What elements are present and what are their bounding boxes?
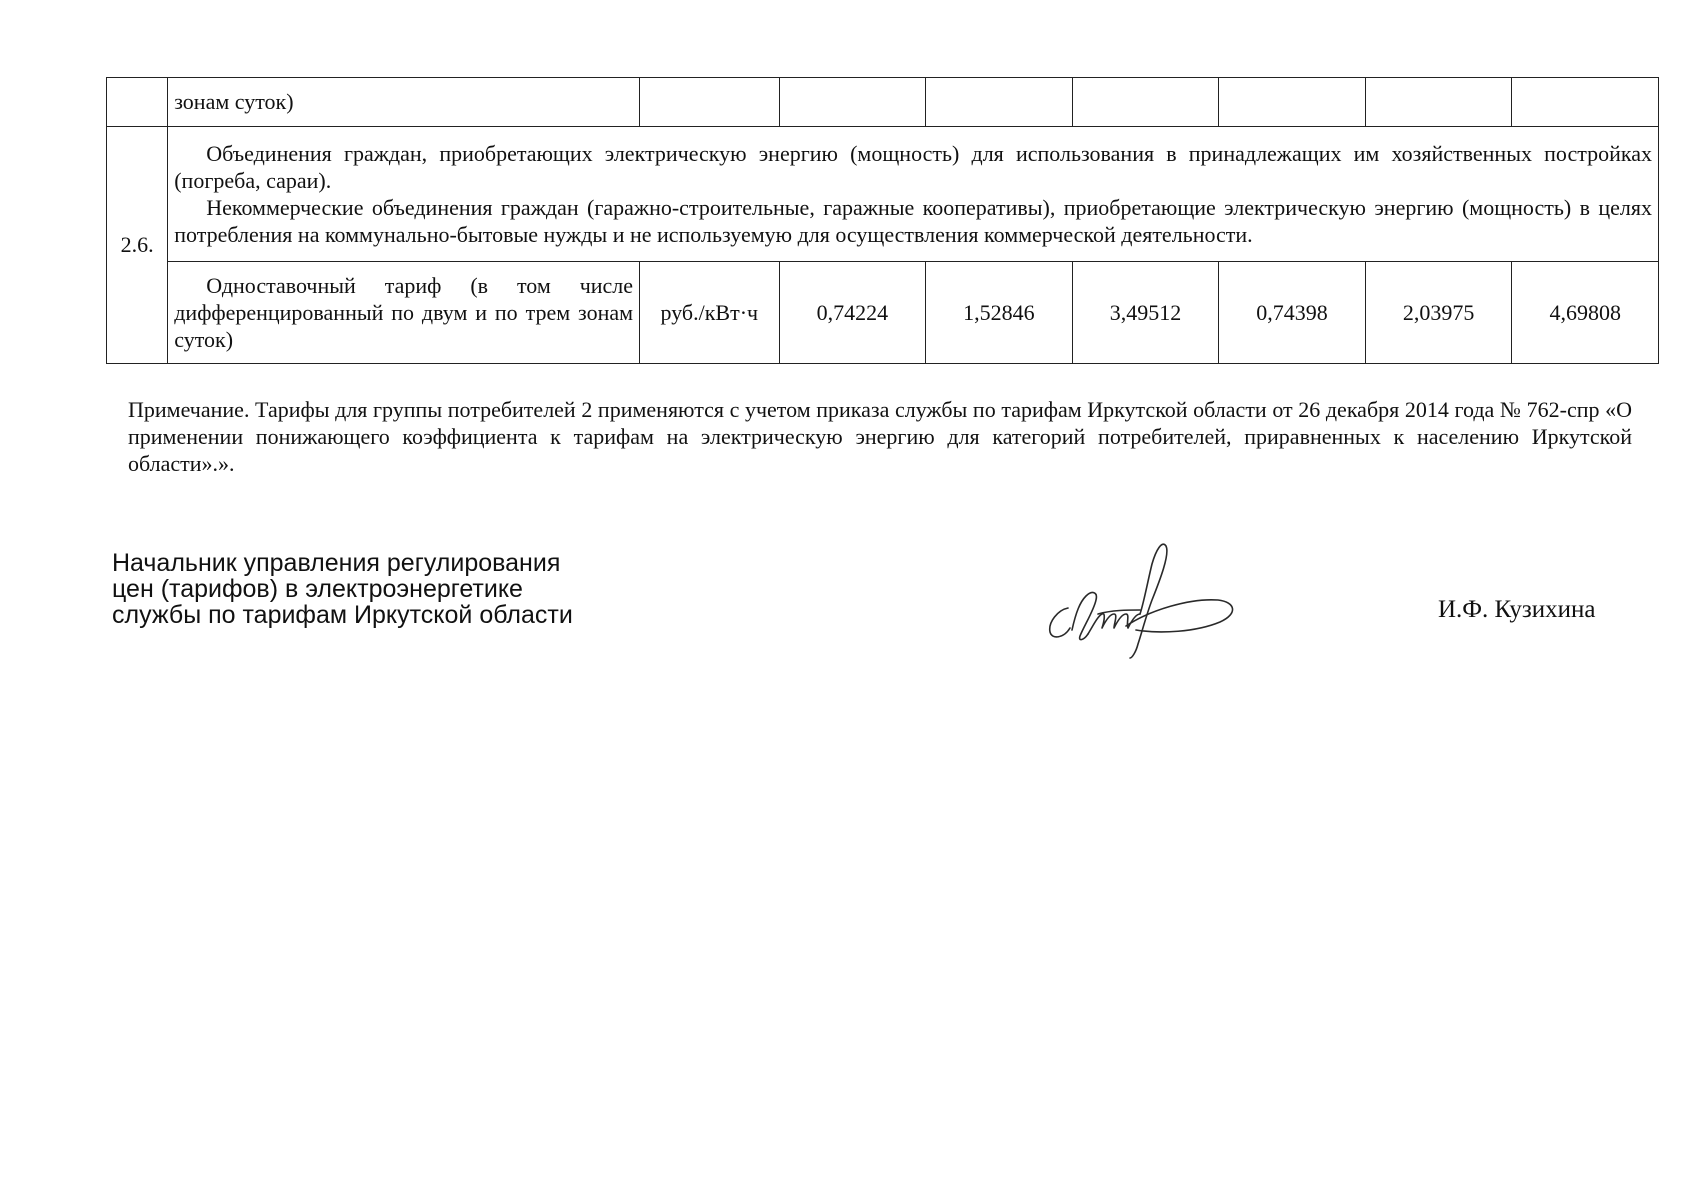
handwritten-signature xyxy=(1040,540,1240,665)
value-cell xyxy=(779,78,926,127)
note-paragraph: Примечание. Тарифы для группы потребителей 2 применяются с учетом приказа службы по тарифам Иркутской области от 26 декабря 2014 года № 762-спр «О применении понижающего коэффициента к тарифам на электрическую энергию для категорий потребителей, приравненных к населению Иркутской области».». xyxy=(128,397,1632,476)
name-cell: зонам суток) xyxy=(168,78,640,127)
value-cell xyxy=(926,78,1073,127)
tariff-value: 0,74398 xyxy=(1219,262,1366,364)
position-line: цен (тарифов) в электроэнергетике xyxy=(112,575,523,603)
group-description xyxy=(168,127,1659,262)
description-paragraph: Объединения граждан, приобретающих электрическую энергию (мощность) для использования в принадлежащих им хозяйственных постройках (погреба, сараи). xyxy=(174,141,1652,193)
tariff-value: 2,03975 xyxy=(1365,262,1512,364)
signatory-position xyxy=(112,550,573,628)
value-cell xyxy=(1512,78,1659,127)
number-cell xyxy=(107,78,168,127)
tariff-name: Одноставочный тариф (в том числе дифференцированный по двум и по трем зонам суток) xyxy=(168,262,640,364)
value-cell xyxy=(1072,78,1219,127)
tariff-value: 1,52846 xyxy=(926,262,1073,364)
table-row-tariff xyxy=(107,262,1659,364)
group-number: 2.6. xyxy=(107,127,168,364)
tariff-value: 0,74224 xyxy=(779,262,926,364)
description-paragraph: Некоммерческие объединения граждан (гаражно-строительные, гаражные кооперативы), приобретающие электрическую энергию (мощность) в целях потребления на коммунально-бытовые нужды и не используемую для осуществления коммерческой деятельности. xyxy=(174,195,1652,247)
table-row-continuation xyxy=(107,78,1659,127)
table-row-group-description xyxy=(107,127,1659,262)
signer-name: И.Ф. Кузихина xyxy=(1438,596,1596,623)
value-cell xyxy=(1219,78,1366,127)
value-cell xyxy=(1365,78,1512,127)
tariff-table xyxy=(106,77,1659,364)
position-line: службы по тарифам Иркутской области xyxy=(112,601,573,629)
tariff-unit: руб./кВт·ч xyxy=(640,262,780,364)
position-line: Начальник управления регулирования xyxy=(112,549,561,577)
tariff-value: 3,49512 xyxy=(1072,262,1219,364)
tariff-value: 4,69808 xyxy=(1512,262,1659,364)
unit-cell xyxy=(640,78,780,127)
